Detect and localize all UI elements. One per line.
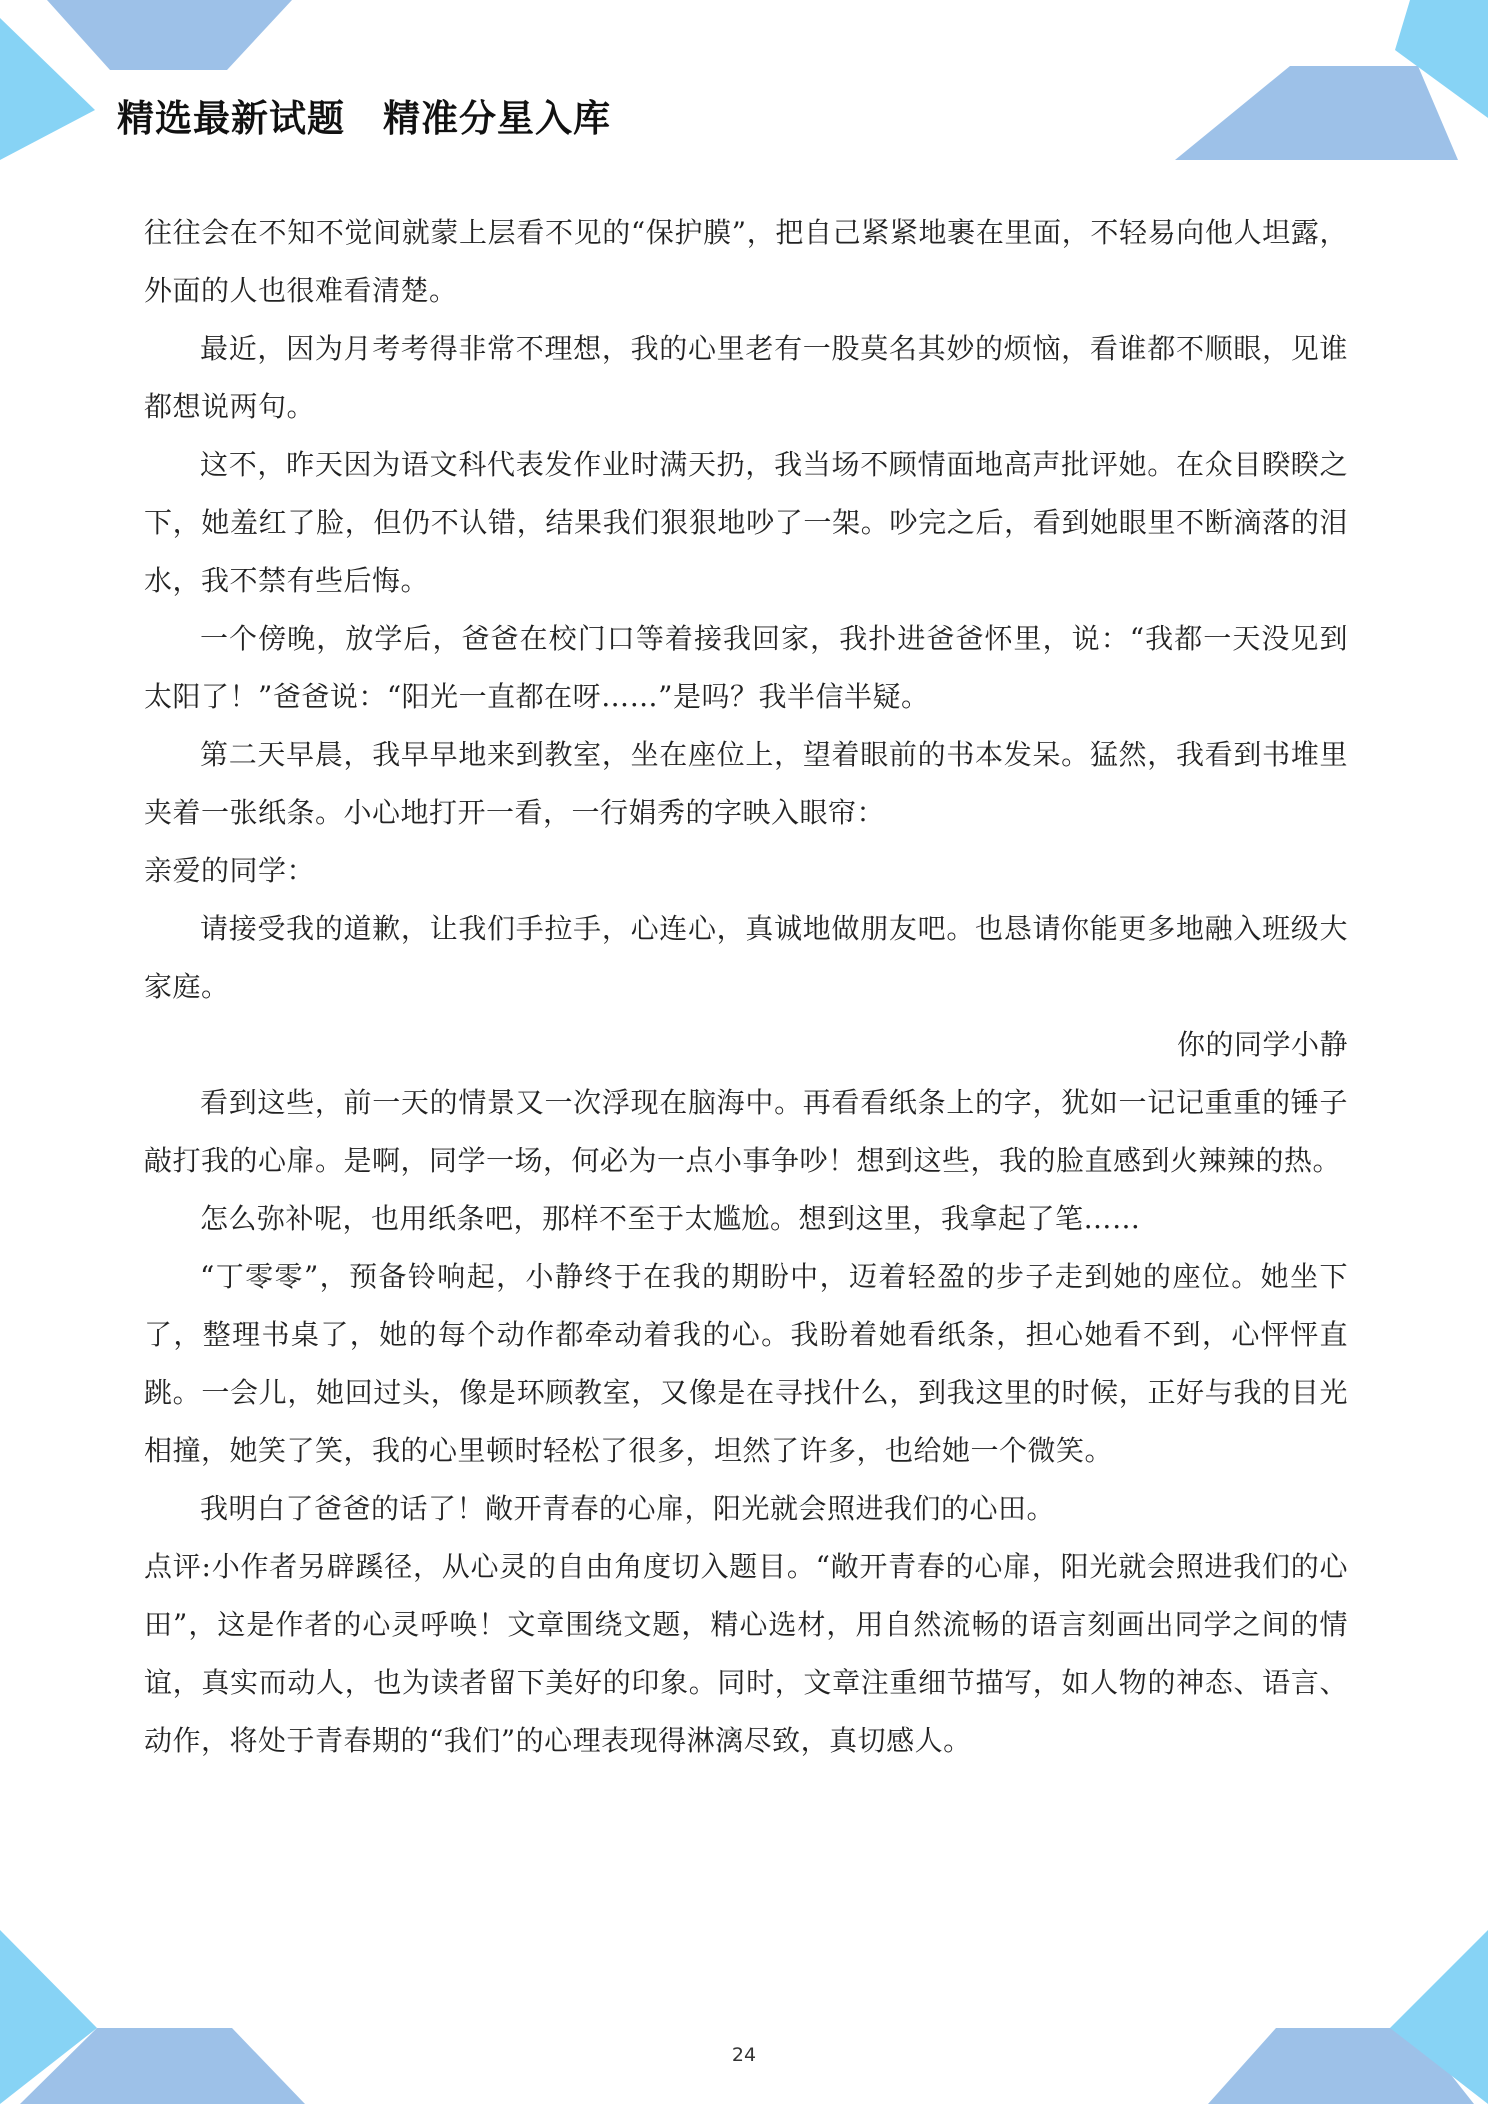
article-body <box>144 204 1348 1770</box>
paragraph: 这不，昨天因为语文科代表发作业时满天扔，我当场不顾情面地高声批评她。在众目睽睽之下，她羞红了脸，但仍不认错，结果我们狠狠地吵了一架。吵完之后，看到她眼里不断滴落的泪水，我不禁有些后悔。 <box>144 448 1348 597</box>
corner-decoration-top-right <box>1170 0 1488 165</box>
paragraph: 第二天早晨，我早早地来到教室，坐在座位上，望着眼前的书本发呆。猛然，我看到书堆里夹着一张纸条。小心地打开一看，一行娟秀的字映入眼帘： <box>144 738 1348 829</box>
letter-body: 请接受我的道歉，让我们手拉手，心连心，真诚地做朋友吧。也恳请你能更多地融入班级大家庭。 <box>144 912 1348 1003</box>
paragraph: 看到这些，前一天的情景又一次浮现在脑海中。再看看纸条上的字，犹如一记记重重的锤子敲打我的心扉。是啊，同学一场，何必为一点小事争吵！想到这些，我的脸直感到火辣辣的热。 <box>144 1086 1348 1177</box>
paragraph: 怎么弥补呢，也用纸条吧，那样不至于太尴尬。想到这里，我拿起了笔…… <box>200 1202 1141 1235</box>
paragraph: 最近，因为月考考得非常不理想，我的心里老有一股莫名其妙的烦恼，看谁都不顺眼，见谁都想说两句。 <box>144 332 1348 423</box>
page-number: 24 <box>731 2044 757 2066</box>
letter-signature: 你的同学小静 <box>1176 1028 1348 1061</box>
corner-decoration-bottom-left <box>0 1930 310 2104</box>
header-title: 精选最新试题 精准分星入库 <box>117 97 611 140</box>
paragraph: “丁零零”，预备铃响起，小静终于在我的期盼中，迈着轻盈的步子走到她的座位。她坐下了，整理书桌了，她的每个动作都牵动着我的心。我盼着她看纸条，担心她看不到，心怦怦直跳。一会儿，她回过头，像是环顾教室，又像是在寻找什么，到我这里的时候，正好与我的目光相撞，她笑了笑，我的心里顿时轻松了很多，坦然了许多，也给她一个微笑。 <box>144 1260 1348 1467</box>
paragraph: 我明白了爸爸的话了！敞开青春的心扉，阳光就会照进我们的心田。 <box>200 1492 1056 1525</box>
letter-salutation: 亲爱的同学： <box>144 854 316 887</box>
commentary: 点评:小作者另辟蹊径，从心灵的自由角度切入题目。“敞开青春的心扉，阳光就会照进我们的心田”，这是作者的心灵呼唤！文章围绕文题，精心选材，用自然流畅的语言刻画出同学之间的情谊，真实而动人，也为读者留下美好的印象。同时，文章注重细节描写，如人物的神态、语言、动作，将处于青春期的“我们”的心理表现得淋漓尽致，真切感人。 <box>144 1550 1348 1757</box>
paragraph: 一个傍晚，放学后，爸爸在校门口等着接我回家，我扑进爸爸怀里，说：“我都一天没见到太阳了！”爸爸说：“阳光一直都在呀……”是吗？我半信半疑。 <box>144 622 1348 713</box>
paragraph: 往往会在不知不觉间就蒙上层看不见的“保护膜”，把自己紧紧地裹在里面，不轻易向他人坦露，外面的人也很难看清楚。 <box>144 216 1348 307</box>
corner-decoration-bottom-right <box>1178 1930 1488 2104</box>
